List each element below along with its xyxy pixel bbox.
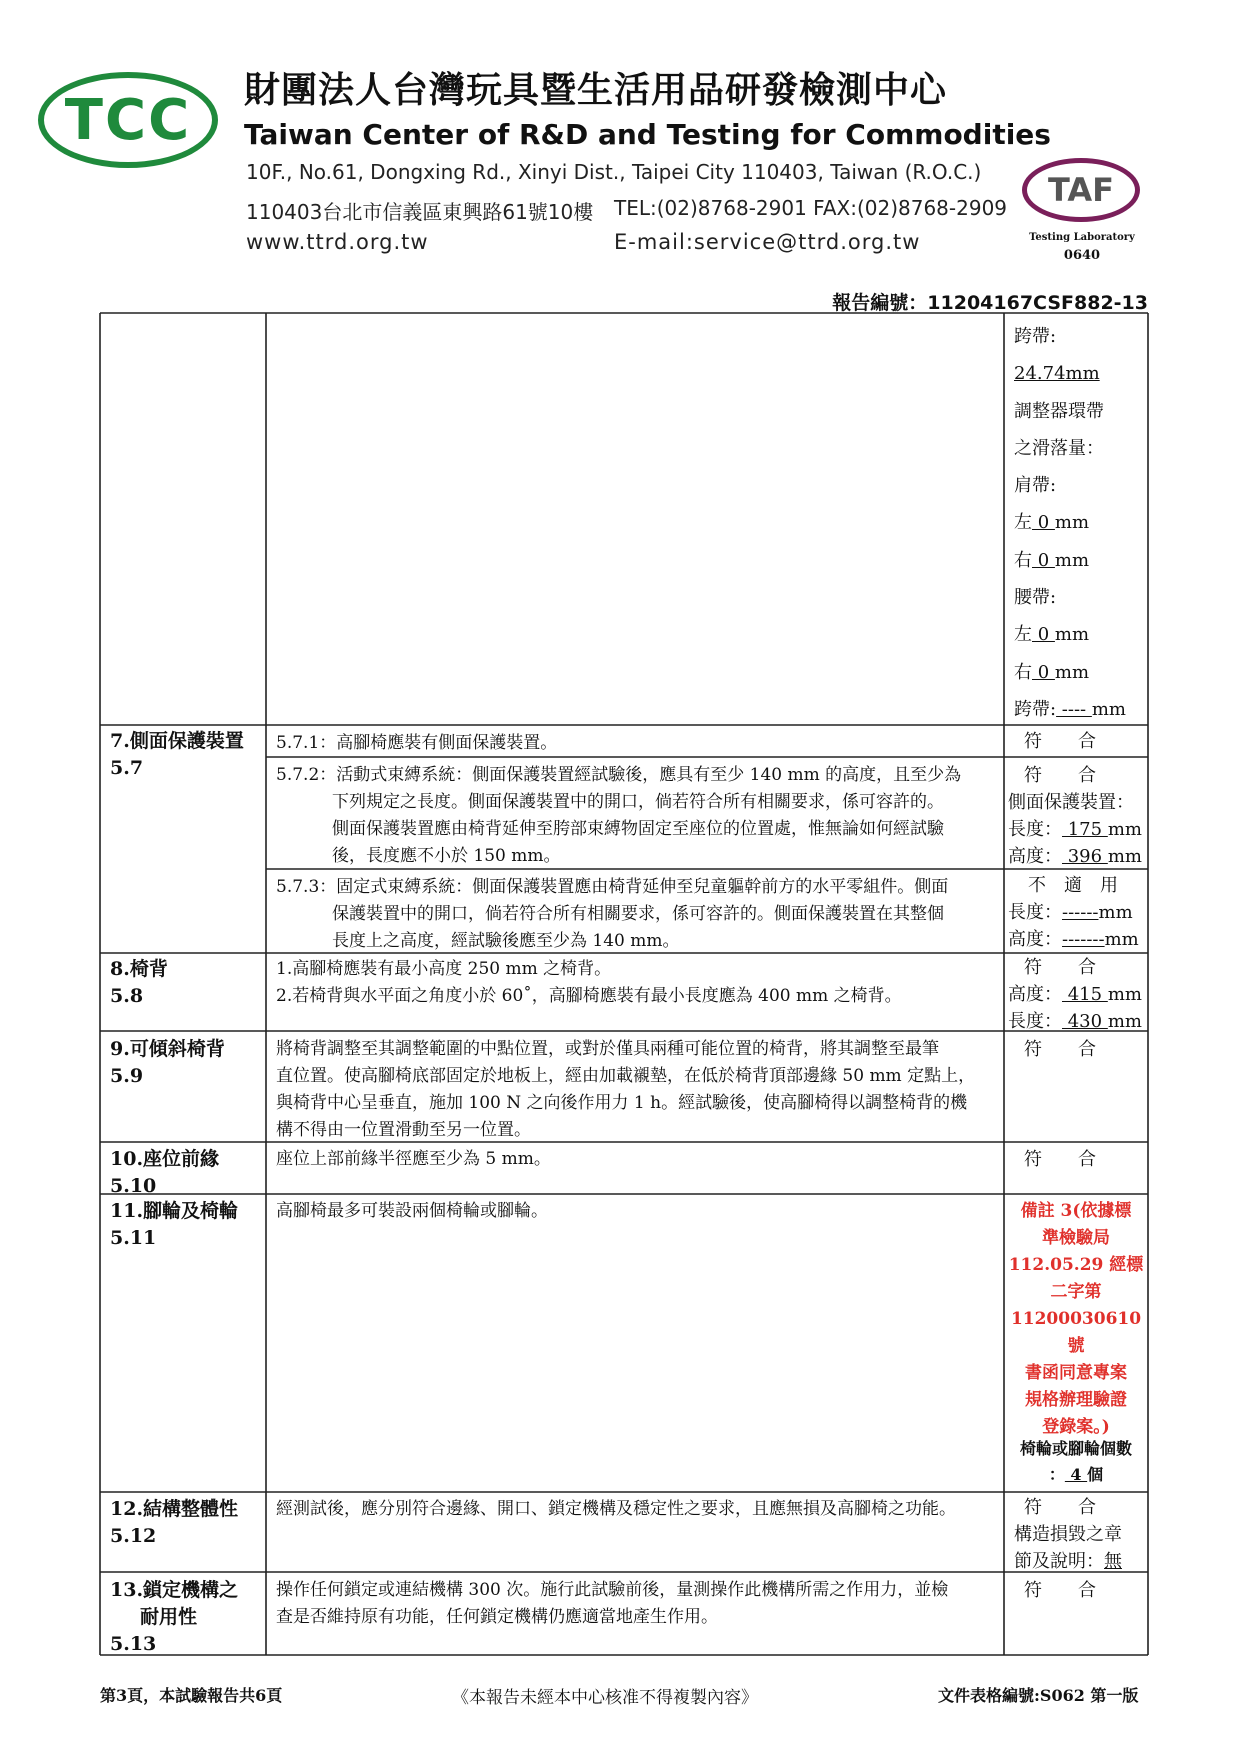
form-number: 文件表格編號:S062 第一版 bbox=[938, 1686, 1139, 1705]
s13-result: 符 合 bbox=[1024, 1580, 1096, 1601]
report-number: 報告編號：11204167CSF882-13 bbox=[832, 292, 1148, 314]
continuation-results bbox=[1014, 318, 1126, 728]
section-code: 5.7 bbox=[110, 757, 144, 779]
result-value: 175 bbox=[1062, 819, 1108, 840]
s10-result: 符 合 bbox=[1024, 1149, 1096, 1170]
result-line: 側面保護裝置： bbox=[1008, 792, 1134, 813]
result-line bbox=[1004, 1462, 1148, 1488]
section-title: 11.腳輪及椅輪 bbox=[110, 1200, 239, 1222]
text-line: 側面保護裝置應由椅背延伸至胯部束縛物固定至座位的位置處，惟無論如何經試驗 bbox=[332, 819, 944, 839]
cont-line: 調整器環帶 bbox=[1014, 400, 1104, 422]
copy-notice: 《本報告未經本中心核准不得複製內容》 bbox=[452, 1688, 758, 1708]
result-label: 節及說明： bbox=[1014, 1551, 1104, 1572]
result-unit: mm bbox=[1107, 1011, 1142, 1032]
cont-value: 0 bbox=[1032, 624, 1055, 646]
cont-line bbox=[1014, 691, 1126, 728]
cont-line: 之滑落量： bbox=[1014, 437, 1104, 459]
s7-p2 bbox=[276, 762, 961, 870]
s7-result-1: 符 合 bbox=[1024, 731, 1096, 752]
org-name-en: Taiwan Center of R&D and Testing for Commodities bbox=[244, 118, 1051, 151]
s7-p3 bbox=[276, 874, 948, 955]
result-line bbox=[1014, 1548, 1122, 1575]
result-line: 符 合 bbox=[1024, 765, 1096, 786]
section-title: 7.側面保護裝置 bbox=[110, 730, 244, 752]
text-line: 下列規定之長度。側面保護裝置中的開口，倘若符合所有相關要求，係可容許的。 bbox=[332, 792, 944, 812]
cont-line: 肩帶: bbox=[1014, 475, 1057, 497]
section-code: 5.13 bbox=[110, 1633, 157, 1655]
text-line: 構不得由一位置滑動至另一位置。 bbox=[276, 1120, 531, 1140]
result-value: 396 bbox=[1062, 846, 1108, 867]
taf-logo: TAF bbox=[1022, 158, 1140, 222]
section-title: 12.結構整體性 bbox=[110, 1498, 239, 1520]
cont-line bbox=[1014, 504, 1126, 541]
taf-number: 0640 bbox=[1063, 248, 1101, 263]
result-value: 4 bbox=[1064, 1465, 1088, 1484]
cont-value: 0 bbox=[1032, 661, 1055, 683]
s7-result-2 bbox=[1008, 762, 1142, 870]
text-line: 將椅背調整至其調整範圍的中點位置，或對於僅具兩種可能位置的椅背，將其調整至最筆 bbox=[276, 1039, 939, 1059]
page-number: 第3頁，本試驗報告共6頁 bbox=[100, 1686, 283, 1705]
text-line: 查是否維持原有功能，任何鎖定機構仍應適當地產生作用。 bbox=[276, 1607, 718, 1627]
result-line: 椅輪或腳輪個數 bbox=[1019, 1439, 1132, 1458]
cont-line: 24.74mm bbox=[1014, 363, 1100, 385]
text-line: 與椅背中心呈垂直，施加 100 N 之向後作用力 1 h。經試驗後，使高腳椅得以調整椅背的機 bbox=[276, 1093, 968, 1113]
section-title: 10.座位前緣 bbox=[110, 1148, 220, 1170]
result-value: ------- bbox=[1062, 929, 1105, 950]
section-9-title bbox=[110, 1036, 225, 1090]
section-title: 8.椅背 bbox=[110, 958, 168, 980]
s11-note bbox=[1004, 1198, 1148, 1441]
cont-line: 跨帶: bbox=[1014, 326, 1057, 347]
cont-label: 跨帶: bbox=[1014, 698, 1057, 720]
note-line: 登錄案。) bbox=[1042, 1417, 1110, 1437]
result-label: 長度： bbox=[1008, 819, 1062, 840]
result-label: 高度： bbox=[1008, 984, 1062, 1005]
result-line bbox=[1008, 843, 1142, 870]
address-en: 10F., No.61, Dongxing Rd., Xinyi Dist., Taipei City 110403, Taiwan (R.O.C.) bbox=[246, 160, 982, 184]
result-unit: mm bbox=[1107, 819, 1142, 840]
section-code: 5.12 bbox=[110, 1525, 157, 1547]
text-line: 5.7.2：活動式束縛系統：側面保護裝置經試驗後，應具有至少 140 mm 的高度，且至少為 bbox=[276, 765, 962, 785]
cont-unit: mm bbox=[1054, 512, 1090, 534]
result-line: 構造損毀之章 bbox=[1014, 1524, 1122, 1545]
note-line: 書函同意專案 bbox=[1025, 1363, 1127, 1383]
cont-line bbox=[1014, 654, 1126, 691]
s10-text: 座位上部前緣半徑應至少為 5 mm。 bbox=[276, 1149, 551, 1169]
taf-label: Testing Laboratory bbox=[1029, 232, 1135, 243]
cont-label: 左 bbox=[1014, 624, 1032, 646]
result-unit: mm bbox=[1107, 984, 1142, 1005]
s13-text bbox=[276, 1577, 948, 1631]
section-11-title bbox=[110, 1198, 238, 1252]
result-line bbox=[1008, 816, 1142, 843]
section-12-title bbox=[110, 1496, 238, 1550]
note-line: 11200030610 號 bbox=[1010, 1309, 1142, 1356]
email-link[interactable]: E-mail:service@ttrd.org.tw bbox=[614, 230, 921, 254]
result-line: 不 適 用 bbox=[1028, 875, 1118, 896]
note-line: 準檢驗局 bbox=[1042, 1228, 1110, 1248]
note-line: 備註 3(依據標 bbox=[1020, 1201, 1132, 1221]
website-link[interactable]: www.ttrd.org.tw bbox=[246, 230, 429, 254]
s12-result bbox=[1014, 1494, 1122, 1575]
section-13-title bbox=[110, 1577, 238, 1658]
result-label: ： bbox=[1048, 1465, 1065, 1484]
result-unit: 個 bbox=[1087, 1465, 1104, 1484]
section-7-title bbox=[110, 728, 244, 782]
section-title: 13.鎖定機構之 bbox=[110, 1579, 239, 1601]
tcc-logo: TCC bbox=[38, 72, 218, 168]
result-label: 高度： bbox=[1008, 929, 1062, 950]
cont-value: 0 bbox=[1032, 549, 1055, 571]
text-line: 後，長度應不小於 150 mm。 bbox=[332, 846, 561, 866]
section-code: 5.8 bbox=[110, 985, 144, 1007]
s7-p1: 5.7.1：高腳椅應裝有側面保護裝置。 bbox=[276, 733, 558, 753]
section-title: 9.可傾斜椅背 bbox=[110, 1038, 225, 1060]
cont-label: 右 bbox=[1014, 661, 1032, 683]
cont-unit: mm bbox=[1054, 661, 1090, 683]
cont-label: 左 bbox=[1014, 512, 1032, 534]
result-unit: mm bbox=[1098, 902, 1133, 923]
result-line bbox=[1008, 899, 1139, 926]
result-value: 430 bbox=[1062, 1011, 1108, 1032]
cont-unit: mm bbox=[1091, 698, 1126, 720]
text-line: 5.7.3：固定式束縛系統：側面保護裝置應由椅背延伸至兒童軀幹前方的水平零組件。側面 bbox=[276, 877, 949, 897]
result-line: 符 合 bbox=[1024, 957, 1096, 978]
cont-line: 腰帶: bbox=[1014, 587, 1057, 609]
s12-text: 經測試後，應分別符合邊緣、開口、鎖定機構及穩定性之要求，且應無損及高腳椅之功能。 bbox=[276, 1499, 956, 1519]
s7-result-3 bbox=[1008, 872, 1139, 953]
section-8-title bbox=[110, 956, 168, 1010]
s8-text bbox=[276, 956, 902, 1010]
section-code: 5.10 bbox=[110, 1175, 157, 1197]
text-line: 保護裝置中的開口，倘若符合所有相關要求，係可容許的。側面保護裝置在其整個 bbox=[332, 904, 944, 924]
note-line: 規格辦理驗證 bbox=[1025, 1390, 1127, 1410]
result-value: 無 bbox=[1104, 1551, 1122, 1572]
note-line: 112.05.29 經標 bbox=[1008, 1255, 1144, 1275]
result-unit: mm bbox=[1104, 929, 1139, 950]
cont-unit: mm bbox=[1054, 549, 1090, 571]
cont-unit: mm bbox=[1054, 624, 1090, 646]
text-line: 2.若椅背與水平面之角度小於 60˚，高腳椅應裝有最小長度應為 400 mm 之椅背。 bbox=[276, 986, 902, 1006]
section-code: 5.9 bbox=[110, 1065, 144, 1087]
section-10-title bbox=[110, 1146, 219, 1200]
cont-line bbox=[1014, 616, 1126, 653]
result-unit: mm bbox=[1107, 846, 1142, 867]
result-value: 415 bbox=[1062, 984, 1108, 1005]
text-line: 直位置。使高腳椅底部固定於地板上，經由加載襯墊，在低於椅背頂部邊緣 50 mm 定點上， bbox=[276, 1066, 976, 1086]
text-line: 長度上之高度，經試驗後應至少為 140 mm。 bbox=[332, 931, 680, 951]
result-line: 符 合 bbox=[1024, 1497, 1096, 1518]
section-code: 5.11 bbox=[110, 1227, 157, 1249]
section-title: 耐用性 bbox=[140, 1606, 198, 1628]
s9-result: 符 合 bbox=[1024, 1039, 1096, 1060]
result-label: 長度： bbox=[1008, 1011, 1062, 1032]
cont-line bbox=[1014, 542, 1126, 579]
cont-value: 0 bbox=[1032, 512, 1055, 534]
cont-value: ---- bbox=[1056, 698, 1092, 720]
text-line: 1.高腳椅應裝有最小高度 250 mm 之椅背。 bbox=[276, 959, 612, 979]
s11-text: 高腳椅最多可裝設兩個椅輪或腳輪。 bbox=[276, 1201, 548, 1221]
s11-result bbox=[1004, 1436, 1148, 1488]
result-line bbox=[1008, 1008, 1142, 1035]
result-label: 長度： bbox=[1008, 902, 1062, 923]
s8-result bbox=[1008, 954, 1142, 1035]
address-zh: 110403台北市信義區東興路61號10樓 bbox=[246, 200, 594, 224]
note-line: 二字第 bbox=[1050, 1282, 1102, 1302]
cont-label: 右 bbox=[1014, 549, 1032, 571]
tel-fax: TEL:(02)8768-2901 FAX:(02)8768-2909 bbox=[614, 196, 1008, 220]
text-line: 操作任何鎖定或連結機構 300 次。施行此試驗前後，量測操作此機構所需之作用力，並檢 bbox=[276, 1580, 949, 1600]
result-line bbox=[1008, 981, 1142, 1008]
org-name-zh: 財團法人台灣玩具暨生活用品研發檢測中心 bbox=[244, 70, 948, 111]
s9-text bbox=[276, 1036, 975, 1144]
result-label: 高度： bbox=[1008, 846, 1062, 867]
result-line bbox=[1008, 926, 1139, 953]
result-value: ------ bbox=[1062, 902, 1099, 923]
